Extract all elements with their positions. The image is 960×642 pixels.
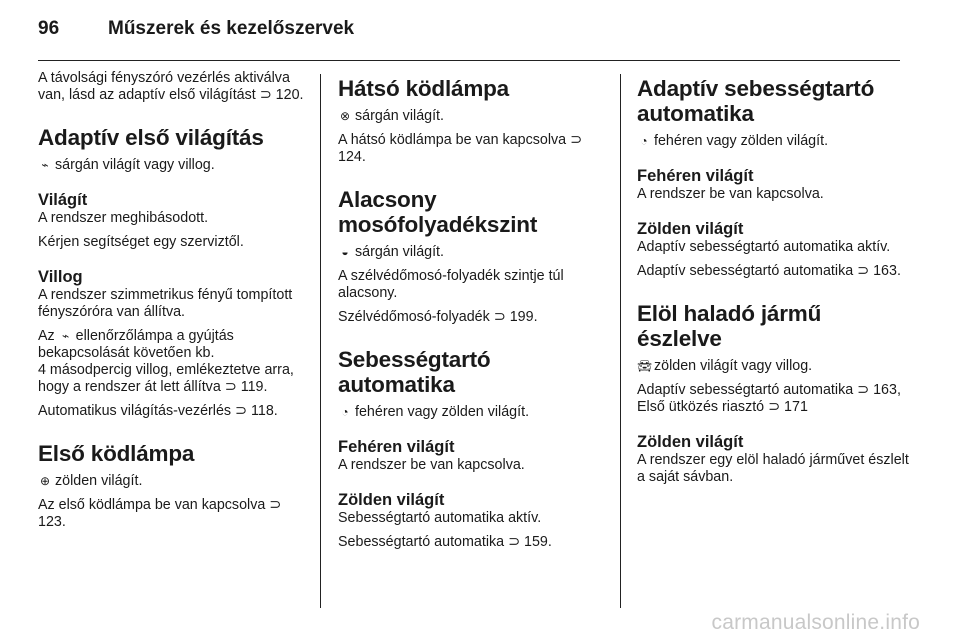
column-divider-1	[320, 74, 321, 608]
front-fog-icon: ⊕	[39, 474, 51, 488]
front-fog-text: Az első ködlámpa be van kapcsolva ⊃ 123.	[38, 497, 282, 530]
washer-status: sárgán világít.	[355, 244, 445, 260]
header-rule	[38, 60, 900, 61]
vehicle-ahead-icon: 🚘︎	[637, 359, 653, 373]
subheading-afl-flash: Villog	[38, 268, 83, 286]
section-heading-afl: Adaptív első világítás	[38, 125, 264, 150]
acc-white-text: A rendszer be van kapcsolva.	[637, 186, 824, 202]
section-heading-rear-fog: Hátsó ködlámpa	[338, 76, 509, 101]
afl-flash-text-3: 4 másodpercig villog, emlékeztetve arra, hogy a rendszer át lett állítva ⊃ 119.	[38, 362, 294, 395]
cruise-control-icon: ◔	[341, 405, 349, 419]
column-1	[38, 70, 310, 538]
intro-text: A távolsági fényszóró vezérlés aktiválva van, lásd az adaptív első világítást ⊃ 120.	[38, 70, 304, 103]
watermark: carmanualsonline.info	[711, 611, 920, 634]
rear-fog-icon: ⊗	[339, 109, 351, 123]
column-3	[637, 70, 909, 493]
section-heading-vehicle-ahead: Elöl haladó jármű észlelve	[637, 301, 822, 351]
cruise-green-text-2: Sebességtartó automatika ⊃ 159.	[338, 534, 552, 550]
rear-fog-status: sárgán világít.	[355, 108, 445, 124]
column-divider-2	[620, 74, 621, 608]
subheading-cruise-white: Fehéren világít	[338, 438, 455, 456]
afl-flash-text-2-pre: Az	[38, 328, 55, 344]
subheading-acc-green: Zölden világít	[637, 220, 744, 238]
washer-text-1: A szélvédőmosó-folyadék szintje túl alacsony.	[338, 268, 564, 301]
subheading-vehicle-ahead-green: Zölden világít	[637, 433, 744, 451]
afl-status: sárgán világít vagy villog.	[55, 157, 215, 173]
subheading-cruise-green: Zölden világít	[338, 491, 445, 509]
adaptive-light-icon: ⌁	[62, 329, 70, 343]
cruise-green-text-1: Sebességtartó automatika aktív.	[338, 510, 542, 526]
cruise-white-text: A rendszer be van kapcsolva.	[338, 457, 525, 473]
vehicle-ahead-status: zölden világít vagy villog.	[654, 358, 813, 374]
column-2	[338, 70, 610, 558]
subheading-afl-lit: Világít	[38, 191, 88, 209]
washer-text-2: Szélvédőmosó-folyadék ⊃ 199.	[338, 309, 538, 325]
adaptive-cruise-icon: ◔	[640, 134, 648, 148]
section-heading-front-fog: Első ködlámpa	[38, 441, 195, 466]
page-header	[38, 18, 354, 40]
section-heading-acc: Adaptív sebességtartó automatika	[637, 76, 875, 126]
page-number: 96	[38, 18, 60, 39]
cruise-status: fehéren vagy zölden világít.	[355, 404, 530, 420]
afl-flash-text-4: Automatikus világítás-vezérlés ⊃ 118.	[38, 403, 278, 419]
washer-fluid-icon: ◒	[341, 245, 349, 259]
page-title: Műszerek és kezelőszervek	[108, 18, 355, 39]
subheading-acc-white: Fehéren világít	[637, 167, 754, 185]
acc-green-text-1: Adaptív sebességtartó automatika aktív.	[637, 239, 891, 255]
adaptive-light-icon: ⌁	[41, 158, 49, 172]
rear-fog-text: A hátsó ködlámpa be van kapcsolva ⊃ 124.	[338, 132, 583, 165]
acc-status: fehéren vagy zölden világít.	[654, 133, 829, 149]
vehicle-ahead-green-text: A rendszer egy elöl haladó járművet észlelt a saját sávban.	[637, 452, 909, 485]
section-heading-washer: Alacsony mosófolyadékszint	[338, 187, 538, 237]
afl-flash-text-2-post: ellenőrzőlámpa a gyújtás bekapcsolását követően kb.	[38, 328, 234, 361]
vehicle-ahead-text-1: Adaptív sebességtartó automatika ⊃ 163, Első ütközés riasztó ⊃ 171	[637, 382, 901, 415]
afl-flash-text-1: A rendszer szimmetrikus fényű tompított fényszóróra van állítva.	[38, 287, 293, 320]
section-heading-cruise: Sebességtartó automatika	[338, 347, 491, 397]
afl-lit-text-1: A rendszer meghibásodott.	[38, 210, 209, 226]
acc-green-text-2: Adaptív sebességtartó automatika ⊃ 163.	[637, 263, 901, 279]
front-fog-status: zölden világít.	[55, 473, 143, 489]
afl-lit-text-2: Kérjen segítséget egy szerviztől.	[38, 234, 244, 250]
